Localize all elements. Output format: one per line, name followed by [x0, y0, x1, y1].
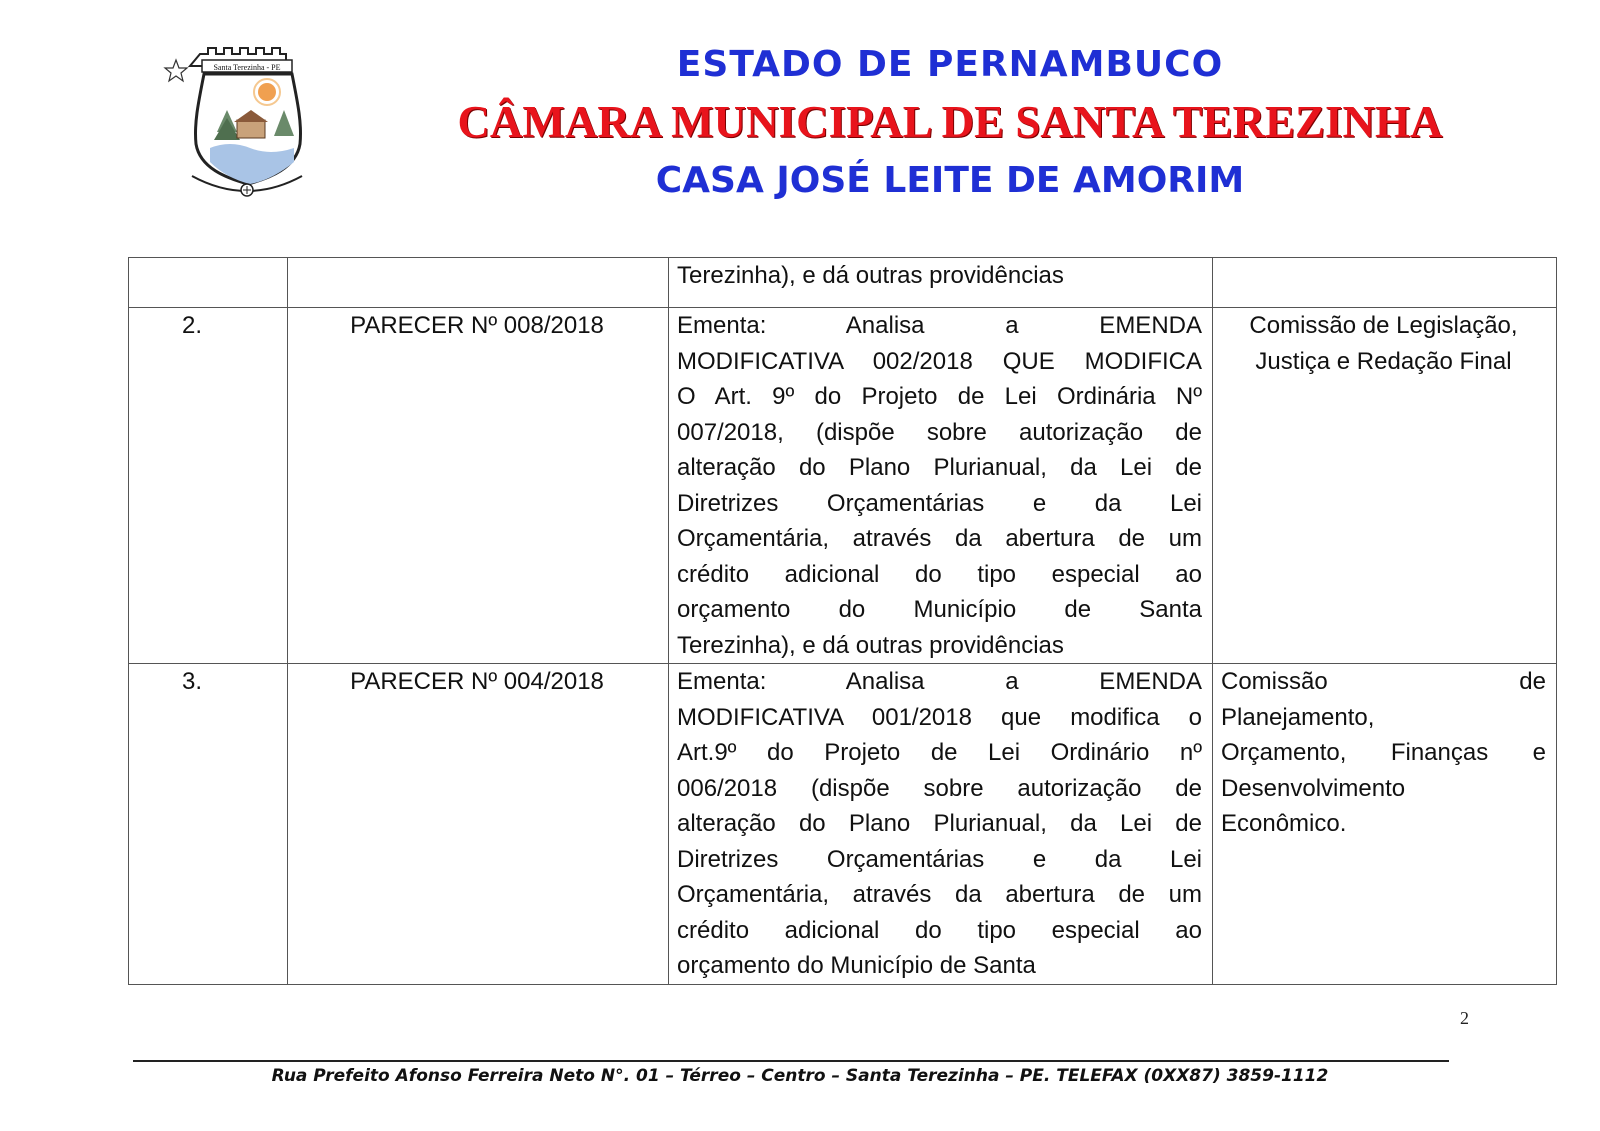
- comissao-line: Planejamento,: [1221, 703, 1375, 731]
- ementa-cell: [669, 308, 1213, 664]
- ementa-line: O Art. 9º do Projeto de Lei Ordinária Nº: [677, 383, 1202, 410]
- ementa-line: Art.9º do Projeto de Lei Ordinário nº: [677, 739, 1202, 766]
- house-title: CASA JOSÉ LEITE DE AMORIM: [655, 160, 1245, 201]
- ementa-line: Ementa: Analisa a EMENDA: [677, 312, 1202, 339]
- parecer-id: PARECER Nº 004/2018: [288, 664, 669, 985]
- ementa-line: Terezinha), e dá outras providências: [677, 262, 1064, 289]
- footer-address: Rua Prefeito Afonso Ferreira Neto N°. 01 – Térreo – Centro – Santa Terezinha – PE. TELEFAX (0XX87) 3859-1112: [271, 1066, 1329, 1086]
- letterhead: [0, 0, 1600, 240]
- parecer-table: [128, 257, 1557, 985]
- parecer-table-body: [129, 258, 1557, 985]
- ementa-line: MODIFICATIVA 001/2018 que modifica o: [677, 703, 1202, 731]
- ementa-line: orçamento do Município de Santa: [677, 952, 1036, 979]
- ementa-line: Orçamentária, através da abertura de um: [677, 525, 1202, 552]
- ementa-line: crédito adicional do tipo especial ao: [677, 916, 1202, 944]
- comissao-line: Desenvolvimento: [1221, 774, 1406, 802]
- state-title: ESTADO DE PERNAMBUCO: [676, 44, 1224, 85]
- table-row: [129, 258, 1557, 308]
- ementa-line: Terezinha), e dá outras providências: [677, 631, 1064, 659]
- page-number: 2: [1460, 1008, 1469, 1028]
- row-number: 2.: [129, 308, 288, 664]
- footer-divider: [133, 1060, 1449, 1062]
- comissao-cell: [1213, 308, 1557, 664]
- ementa-line: alteração do Plano Plurianual, da Lei de: [677, 810, 1202, 837]
- comissao-line: Econômico.: [1221, 810, 1347, 837]
- comissao-cell: [1213, 258, 1557, 308]
- ementa-line: alteração do Plano Plurianual, da Lei de: [677, 454, 1202, 481]
- comissao-line: Comissão de: [1221, 668, 1546, 695]
- ementa-line: Orçamentária, através da abertura de um: [677, 881, 1202, 908]
- row-number: [129, 258, 288, 308]
- ementa-cell: [669, 258, 1213, 308]
- comissao-line: Justiça e Redação Final: [1255, 347, 1512, 375]
- table-row: [129, 308, 1557, 664]
- comissao-line: Comissão de Legislação,: [1249, 312, 1518, 339]
- parecer-id: PARECER Nº 008/2018: [288, 308, 669, 664]
- ementa-line: Ementa: Analisa a EMENDA: [677, 668, 1202, 695]
- comissao-cell: [1213, 664, 1557, 985]
- ementa-line: 007/2018, (dispõe sobre autorização de: [677, 418, 1202, 446]
- comissao-line: Orçamento, Finanças e: [1221, 739, 1546, 766]
- ementa-cell: [669, 664, 1213, 985]
- svg-text:Santa Terezinha - PE: Santa Terezinha - PE: [213, 63, 281, 72]
- chamber-title: CÂMARA MUNICIPAL DE SANTA TEREZINHA: [457, 97, 1443, 147]
- row-number: 3.: [129, 664, 288, 985]
- ementa-line: orçamento do Município de Santa: [677, 596, 1202, 623]
- ementa-line: 006/2018 (dispõe sobre autorização de: [677, 774, 1202, 802]
- parecer-id: [288, 258, 669, 308]
- ementa-line: crédito adicional do tipo especial ao: [677, 560, 1202, 588]
- ementa-line: Diretrizes Orçamentárias e da Lei: [677, 845, 1202, 873]
- table-row: [129, 664, 1557, 985]
- ementa-line: Diretrizes Orçamentárias e da Lei: [677, 489, 1202, 517]
- ementa-line: MODIFICATIVA 002/2018 QUE MODIFICA: [677, 347, 1202, 375]
